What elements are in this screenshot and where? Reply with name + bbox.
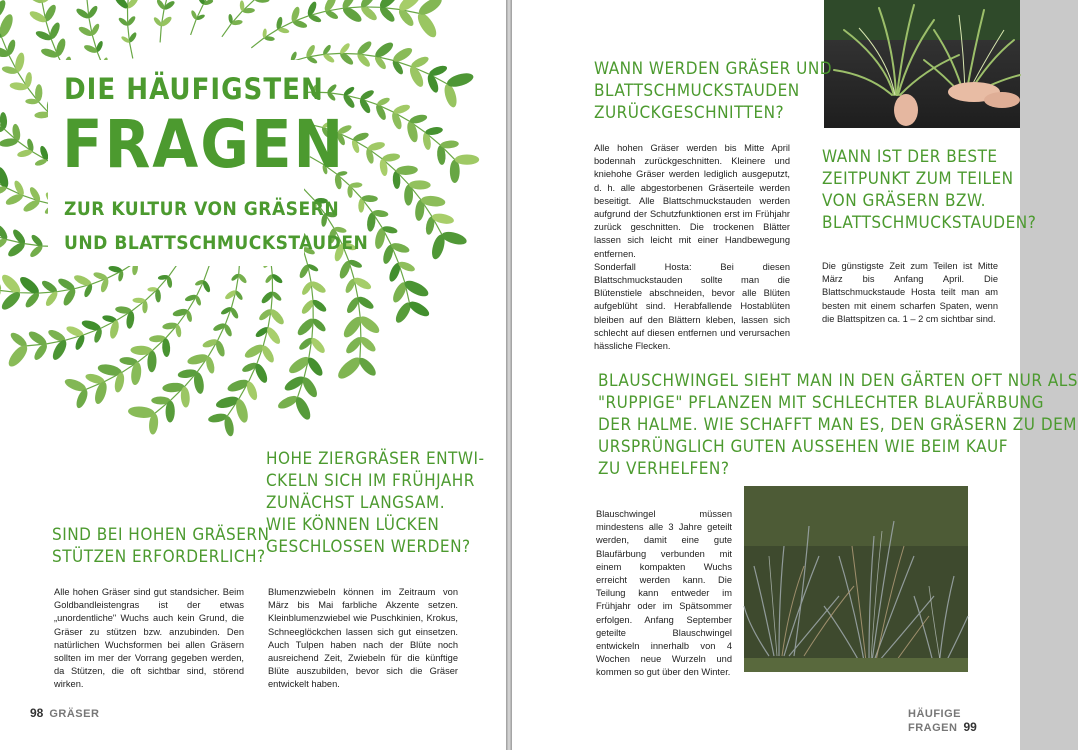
folio-left	[30, 706, 99, 720]
leaf	[83, 43, 98, 54]
leaf	[172, 308, 189, 318]
leaf	[99, 277, 110, 293]
leaf	[407, 299, 432, 319]
page-number: 99	[963, 720, 977, 734]
question-1-line: SIND BEI HOHEN GRÄSERN	[52, 525, 270, 545]
leaf	[5, 342, 30, 369]
leaf-branch	[251, 0, 444, 48]
leaf	[355, 39, 373, 56]
leaf	[231, 19, 243, 26]
leaf	[268, 307, 286, 326]
leaf-branch	[152, 0, 266, 42]
section-name: GRÄSER	[49, 708, 100, 720]
leaf	[28, 244, 44, 259]
question-4-line: VON GRÄSERN BZW.	[822, 191, 987, 211]
leaf	[0, 12, 15, 38]
leaf	[108, 320, 120, 340]
leaf	[355, 52, 372, 69]
answer-2: Blumenzwiebeln können im Zeitraum von März bis Mai farbliche Akzente setzen. Kleinblumenzwiebel wie Puschkinien, Krokus, Schneeglöckchen lassen sich gut einsetzen. Auch Tulpen haben nach der Blüte noch ausreichend Zeit, Zwiebeln für die künftige Blüte auszubilden, bevor sich die Gräser entwickelt haben.	[268, 587, 458, 690]
right-page	[512, 0, 1078, 750]
question-heading-1	[52, 524, 270, 568]
leaf	[426, 73, 441, 94]
leaf	[396, 7, 416, 28]
leaf	[397, 260, 416, 273]
section-name: HÄUFIGE FRAGEN	[908, 708, 961, 734]
title-line1: DIE HÄUFIGSTEN	[64, 72, 324, 106]
leaf	[0, 166, 11, 190]
leaf	[378, 5, 397, 24]
folio-right	[908, 706, 1020, 734]
answer-1: Alle hohen Gräser sind gut standsicher. Beim Goldbandleistengras ist der etwas „unordentliche" Wuchs auch kein Grund, die Gräser zu stützen bzw. anzubinden. Den natürlichen Wuchsformen bei allen Gräsern sollten im mer der Vorrang gegeben werden, da Stützen, die oft sichtbar sind, störend wirken.	[54, 587, 244, 690]
answer-5: Blauschwingel müssen mindestens alle 3 Jahre geteilt werden, damit eine gute Blaufärbung verbunden mit einem kompakten Wuchs erreicht werden kann. Die Teilung kann entweder im Frühjahr oder im Spätsommer erfolgen. Anfang September geteilte Blauschwingel entwickeln innerhalb von 4 Wochen neue Wurzeln und kommen so gut über den Winter.	[596, 509, 732, 678]
leaf	[390, 111, 403, 131]
leaf	[162, 322, 178, 331]
title-line2: FRAGEN	[62, 106, 346, 183]
leaf	[455, 154, 479, 164]
leaf	[335, 354, 364, 382]
leaf-branch	[63, 265, 211, 409]
leaf	[356, 355, 378, 378]
leaf	[130, 362, 142, 386]
leaf	[407, 64, 426, 88]
title-sub-line2: UND BLATTSCHMUCKSTAUDEN	[64, 232, 369, 254]
question-3-line: ZURÜCKGESCHNITTEN?	[594, 103, 785, 123]
question-heading-2	[266, 448, 485, 558]
question-2-line: WIE KÖNNEN LÜCKEN	[266, 515, 440, 535]
photo-blue-fescue	[744, 486, 968, 672]
leaf	[40, 47, 59, 60]
question-4-line: BLATTSCHMUCKSTAUDEN?	[822, 213, 1037, 233]
question-2-line: ZUNÄCHST LANGSAM.	[266, 493, 446, 513]
leaf-branch	[113, 0, 197, 59]
leaf	[255, 0, 270, 3]
leaf	[226, 377, 250, 394]
question-5-line: BLAUSCHWINGEL SIEHT MAN IN DEN GÄRTEN OFT NUR ALS	[598, 371, 1078, 391]
question-heading-4	[822, 146, 1036, 234]
leaf	[0, 271, 4, 293]
title-sub-line1: ZUR KULTUR VON GRÄSERN	[64, 198, 340, 220]
question-heading-3	[594, 58, 832, 124]
question-2-line: GESCHLOSSEN WERDEN?	[266, 537, 471, 557]
question-4-line: WANN IST DER BESTE	[822, 147, 998, 167]
leaf	[186, 352, 209, 366]
leaf	[390, 241, 411, 254]
title-subtitle	[64, 192, 368, 260]
answer-4: Die günstigste Zeit zum Teilen ist Mitte März bis Anfang April. Die Blattschmuckstaude Hosta teilt man am besten mit einem scharfen Spaten, wenn die Blattspitzen ca. 1 – 2 cm sichtbar sind.	[822, 261, 998, 324]
question-2-line: CKELN SICH IM FRÜHJAHR	[266, 471, 475, 491]
leaf-stem	[251, 7, 419, 48]
leaf	[93, 380, 109, 405]
photo-blue-fescue-image	[744, 486, 968, 672]
leaf	[414, 10, 439, 40]
leaf	[440, 229, 468, 247]
leaf	[74, 388, 89, 410]
page-number: 98	[30, 706, 44, 720]
question-4-line: ZEITPUNKT ZUM TEILEN	[822, 169, 1014, 189]
answer-3	[594, 142, 790, 353]
left-page	[0, 0, 506, 750]
question-5-line: URSPRÜNGLICH GUTEN AUSSEHEN WIE BEIM KAUF	[598, 437, 1009, 457]
question-1-line: STÜTZEN ERFORDERLICH?	[52, 547, 266, 567]
question-5-line: DER HALME. WIE SCHAFFT MAN ES, DEN GRÄSERN ZU DEM	[598, 415, 1077, 435]
leaf	[283, 374, 307, 394]
leaf	[290, 6, 301, 23]
leaf	[27, 0, 44, 5]
question-3-line: WANN WERDEN GRÄSER UND	[594, 59, 833, 79]
leaf	[431, 212, 455, 226]
leaf	[309, 336, 327, 355]
answer-3-paragraph-1: Alle hohen Gräser werden bis Mitte April bodennah zurückgeschnitten. Kleinere und kniehohe Gräser werden lediglich ausgeputzt, d. h. alle abgestorbenen Gräserteile werden beseitigt. Alle Blattschmuckstauden werden aufgrund der Schutzfunktionen erst im Frühjahr zurück geschnitten. Die trockenen Blätter lassen sich leicht mit einer Handbewegung entfernen.	[594, 143, 790, 259]
question-3-line: BLATTSCHMUCKSTAUDEN	[594, 81, 800, 101]
leaf	[275, 16, 283, 30]
leaf	[243, 342, 266, 360]
leaf	[405, 120, 419, 143]
question-5-line: "RUPPIGE" PFLANZEN MIT SCHLECHTER BLAUFÄRBUNG	[598, 393, 1044, 413]
question-2-line: HOHE ZIERGRÄSER ENTWI-	[266, 449, 485, 469]
photo-grass-division-image	[824, 0, 1020, 128]
question-5-line: ZU VERHELFEN?	[598, 459, 730, 479]
answer-3-paragraph-2: Sonderfall Hosta: Bei diesen Blattschmuckstauden sollte man die Blütenstiele abschneiden, bevor alle Blüten aufgeblüht sind. Herabfallende Hostablüten bleiben auf den Blättern kleben, lassen sich schlecht auf diesen entfernen und verursachen hässliche Flecken.	[594, 261, 790, 352]
question-heading-5	[598, 370, 1078, 480]
leaf-branch	[207, 242, 286, 438]
leaf	[242, 8, 255, 14]
leaf	[184, 293, 197, 302]
photo-grass-division	[824, 0, 1020, 128]
leaf	[287, 354, 312, 376]
